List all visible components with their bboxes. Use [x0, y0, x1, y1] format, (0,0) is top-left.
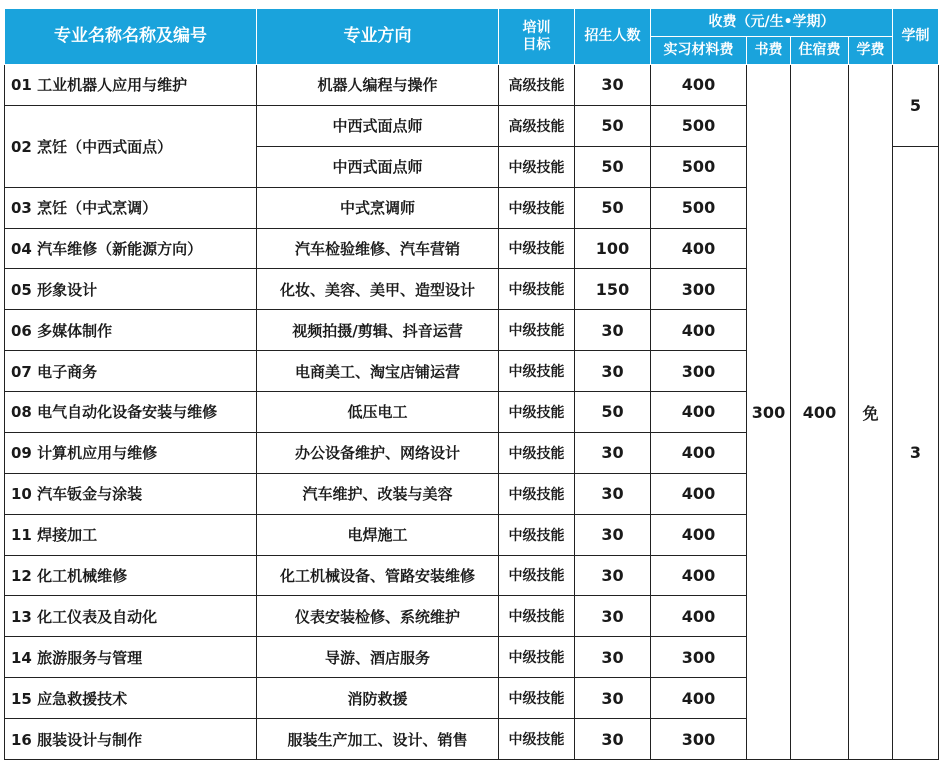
material-fee: 500: [651, 187, 747, 228]
training-target: 高级技能: [499, 65, 575, 106]
header-fee-tuition: 学费: [849, 37, 893, 65]
header-fee-material: 实习材料费: [651, 37, 747, 65]
header-major: 专业名称名称及编号: [5, 9, 257, 65]
training-target: 中级技能: [499, 146, 575, 187]
training-target: 中级技能: [499, 514, 575, 555]
material-fee: 400: [651, 392, 747, 433]
material-fee: 400: [651, 555, 747, 596]
header-direction: 专业方向: [257, 9, 499, 65]
material-fee: 300: [651, 719, 747, 760]
major-name: 08 电气自动化设备安装与维修: [5, 392, 257, 433]
enrollment-count: 30: [575, 310, 651, 351]
training-target: 中级技能: [499, 637, 575, 678]
header-target-text: 培训 目标: [522, 19, 551, 53]
material-fee: 400: [651, 678, 747, 719]
major-direction: 仪表安装检修、系统维护: [257, 596, 499, 637]
training-target: 中级技能: [499, 187, 575, 228]
major-name: 12 化工机械维修: [5, 555, 257, 596]
dorm-fee: 400: [791, 65, 849, 760]
majors-table: [4, 8, 939, 760]
enrollment-count: 30: [575, 65, 651, 106]
enrollment-count: 30: [575, 637, 651, 678]
enrollment-count: 30: [575, 719, 651, 760]
enrollment-count: 30: [575, 351, 651, 392]
major-direction: 办公设备维护、网络设计: [257, 432, 499, 473]
enrollment-count: 30: [575, 514, 651, 555]
material-fee: 300: [651, 637, 747, 678]
training-target: 中级技能: [499, 678, 575, 719]
major-direction: 化工机械设备、管路安装维修: [257, 555, 499, 596]
material-fee: 500: [651, 105, 747, 146]
major-name: 04 汽车维修（新能源方向）: [5, 228, 257, 269]
enrollment-count: 30: [575, 432, 651, 473]
header-target: [499, 9, 575, 65]
training-target: 中级技能: [499, 719, 575, 760]
enrollment-count: 30: [575, 678, 651, 719]
major-name: 02 烹饪（中西式面点）: [5, 105, 257, 187]
training-target: 中级技能: [499, 392, 575, 433]
books-fee: 300: [747, 65, 791, 760]
material-fee: 300: [651, 269, 747, 310]
major-direction: 机器人编程与操作: [257, 65, 499, 106]
enrollment-count: 30: [575, 473, 651, 514]
enrollment-count: 30: [575, 555, 651, 596]
major-name: 06 多媒体制作: [5, 310, 257, 351]
major-name: 05 形象设计: [5, 269, 257, 310]
major-direction: 服装生产加工、设计、销售: [257, 719, 499, 760]
header-duration: 学制: [893, 9, 939, 65]
major-name: 07 电子商务: [5, 351, 257, 392]
enrollment-count: 150: [575, 269, 651, 310]
training-target: 中级技能: [499, 310, 575, 351]
major-name: 13 化工仪表及自动化: [5, 596, 257, 637]
training-target: 中级技能: [499, 596, 575, 637]
major-direction: 导游、酒店服务: [257, 637, 499, 678]
material-fee: 400: [651, 65, 747, 106]
major-direction: 消防救援: [257, 678, 499, 719]
training-target: 中级技能: [499, 228, 575, 269]
duration-3: 3: [893, 146, 939, 759]
major-name: 03 烹饪（中式烹调）: [5, 187, 257, 228]
major-direction: 视频拍摄/剪辑、抖音运营: [257, 310, 499, 351]
major-direction: 汽车检验维修、汽车营销: [257, 228, 499, 269]
training-target: 中级技能: [499, 269, 575, 310]
enrollment-count: 50: [575, 392, 651, 433]
table-row: [5, 65, 939, 106]
enrollment-count: 100: [575, 228, 651, 269]
training-target: 中级技能: [499, 555, 575, 596]
header-fee-books: 书费: [747, 37, 791, 65]
tuition-fee: 免: [849, 65, 893, 760]
major-direction: 电商美工、淘宝店铺运营: [257, 351, 499, 392]
material-fee: 400: [651, 432, 747, 473]
material-fee: 400: [651, 514, 747, 555]
major-direction: 汽车维护、改装与美容: [257, 473, 499, 514]
major-direction: 中西式面点师: [257, 146, 499, 187]
training-target: 中级技能: [499, 432, 575, 473]
major-name: 10 汽车钣金与涂装: [5, 473, 257, 514]
major-name: 15 应急救援技术: [5, 678, 257, 719]
training-target: 中级技能: [499, 351, 575, 392]
major-name: 09 计算机应用与维修: [5, 432, 257, 473]
duration-5: 5: [893, 65, 939, 147]
training-target: 中级技能: [499, 473, 575, 514]
header-enrollment: 招生人数: [575, 9, 651, 65]
major-direction: 中西式面点师: [257, 105, 499, 146]
major-name: 14 旅游服务与管理: [5, 637, 257, 678]
enrollment-count: 50: [575, 146, 651, 187]
enrollment-count: 50: [575, 105, 651, 146]
material-fee: 400: [651, 228, 747, 269]
major-name: 01 工业机器人应用与维护: [5, 65, 257, 106]
major-direction: 电焊施工: [257, 514, 499, 555]
major-direction: 中式烹调师: [257, 187, 499, 228]
major-name: 16 服装设计与制作: [5, 719, 257, 760]
enrollment-count: 50: [575, 187, 651, 228]
material-fee: 400: [651, 473, 747, 514]
enrollment-count: 30: [575, 596, 651, 637]
header-fee-dorm: 住宿费: [791, 37, 849, 65]
header-fees: 收费（元/生•学期）: [651, 9, 893, 37]
major-direction: 化妆、美容、美甲、造型设计: [257, 269, 499, 310]
material-fee: 300: [651, 351, 747, 392]
material-fee: 400: [651, 310, 747, 351]
material-fee: 400: [651, 596, 747, 637]
major-name: 11 焊接加工: [5, 514, 257, 555]
training-target: 高级技能: [499, 105, 575, 146]
material-fee: 500: [651, 146, 747, 187]
major-direction: 低压电工: [257, 392, 499, 433]
